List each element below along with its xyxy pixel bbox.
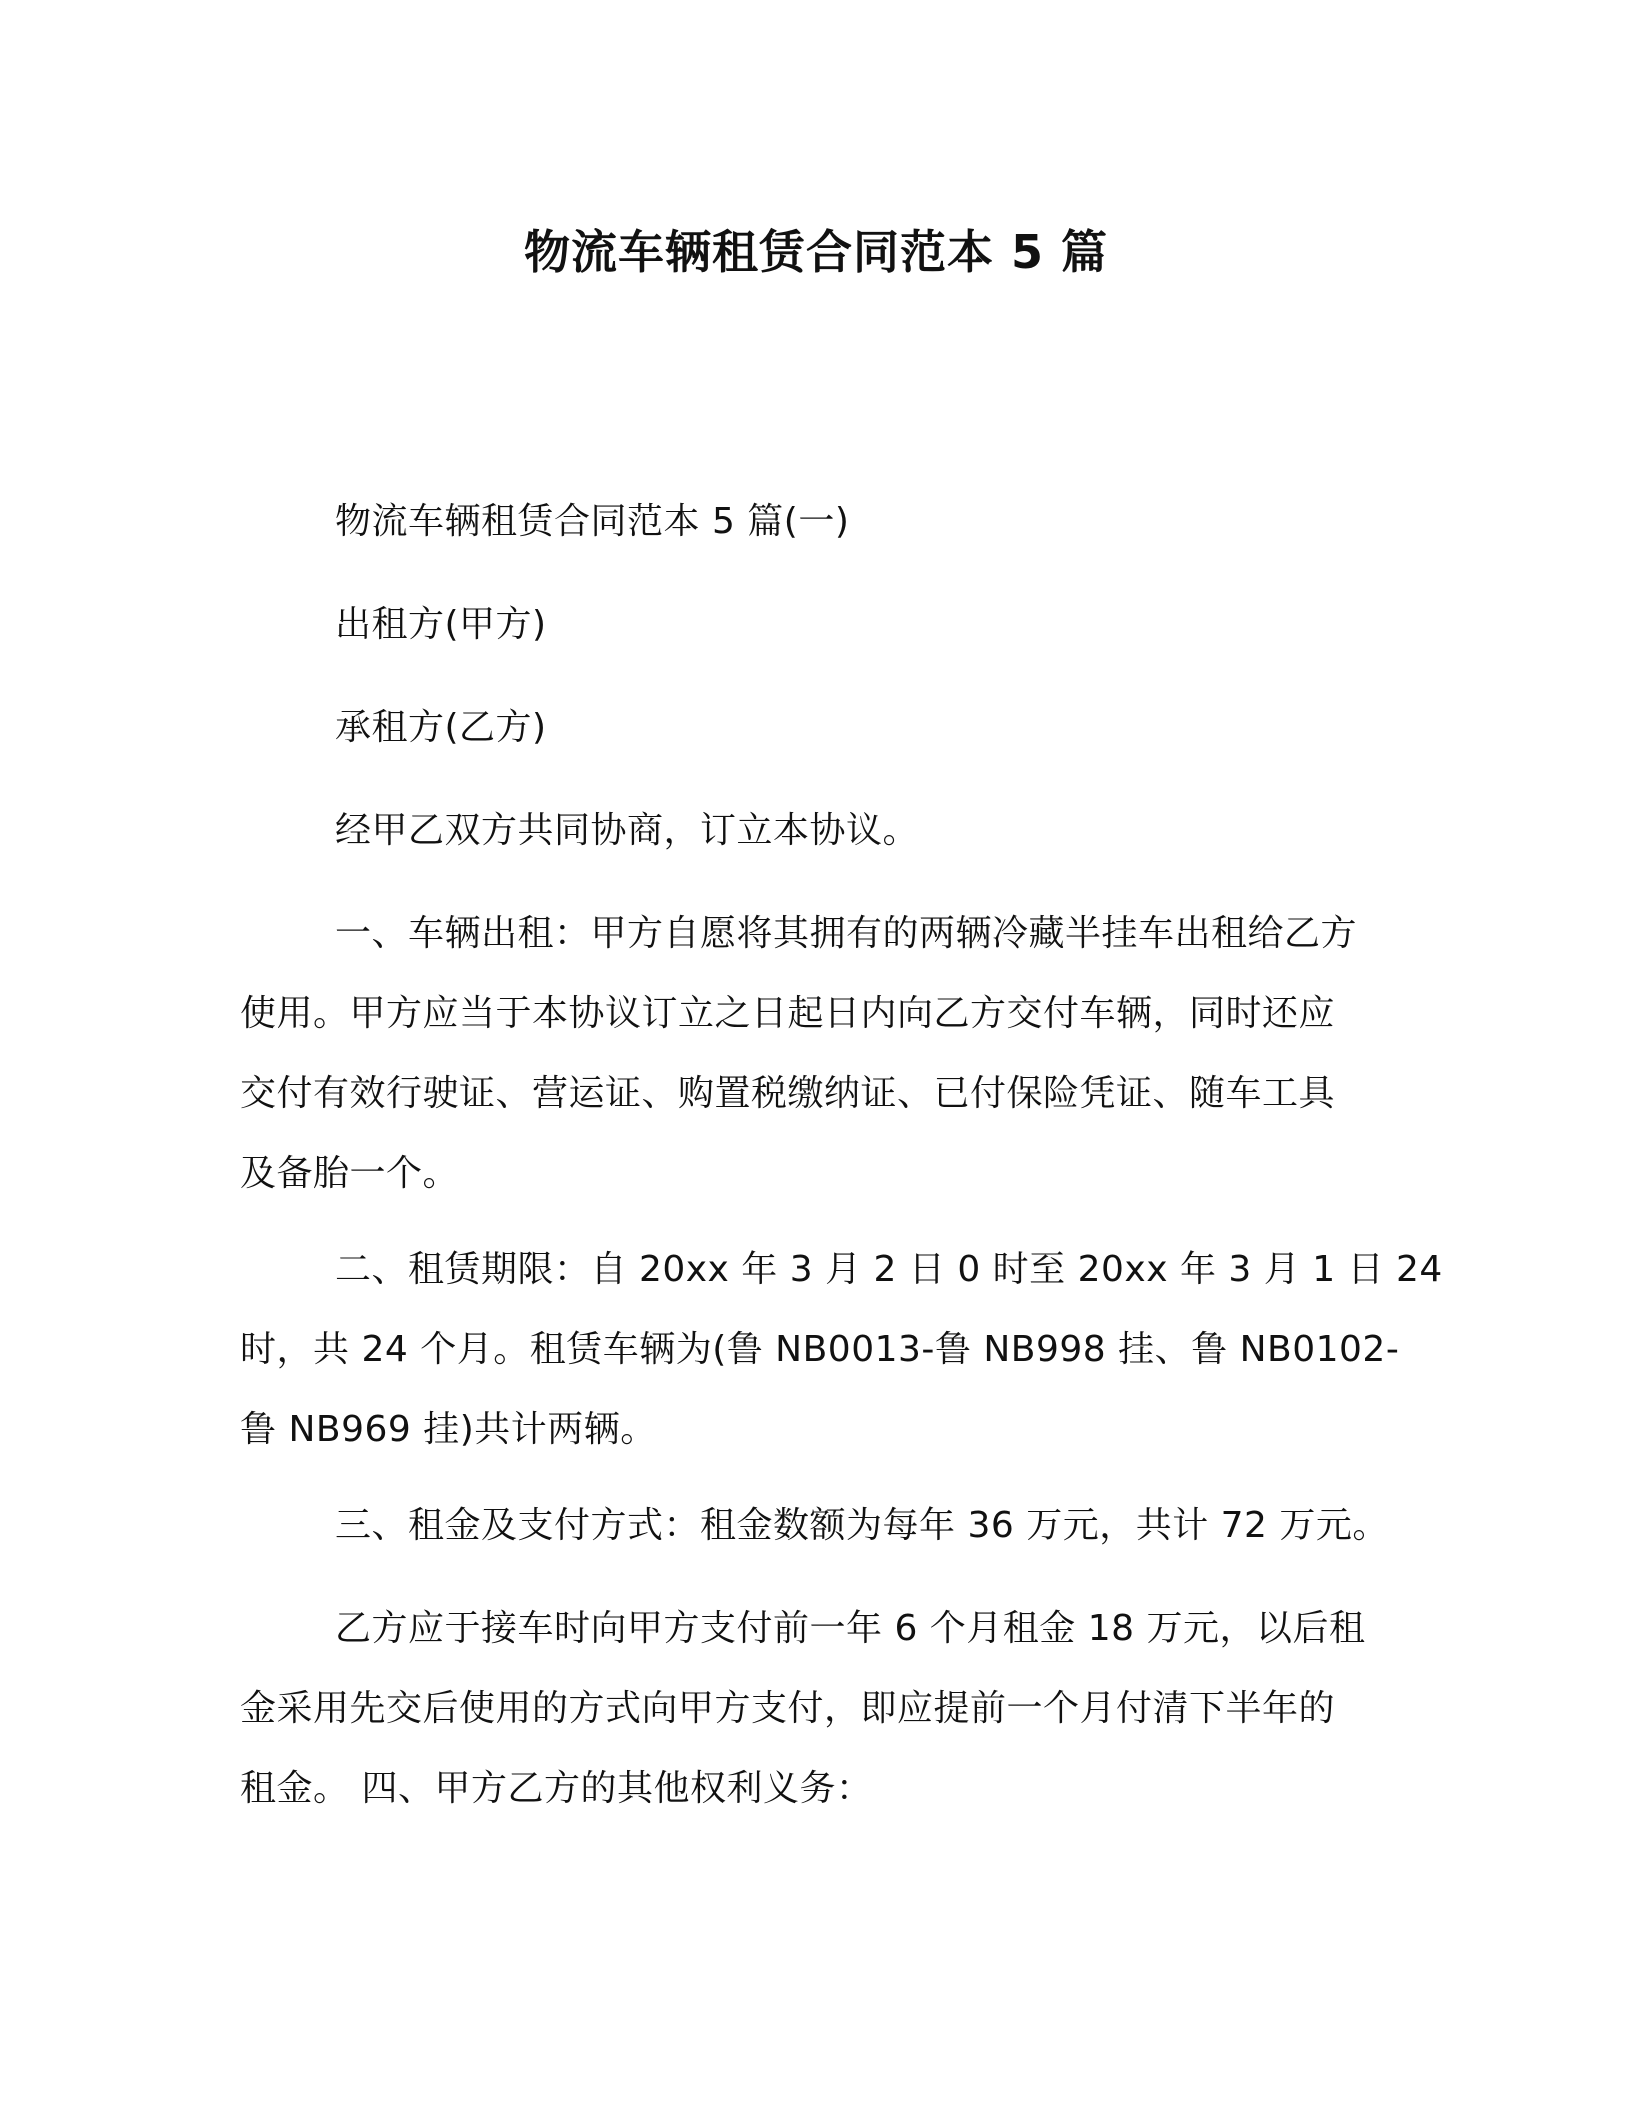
- paragraph-line: 二、租赁期限：自 20xx 年 3 月 2 日 0 时至 20xx 年 3 月 1 日 24: [335, 1249, 1443, 1290]
- clause-1-vehicle-rental: [240, 894, 1400, 1214]
- lessee-label: 承租方(乙方): [335, 707, 547, 748]
- paragraph-line: 使用。甲方应当于本协议订立之日起日内向乙方交付车辆，同时还应: [240, 993, 1336, 1034]
- paragraph-line: 交付有效行驶证、营运证、购置税缴纳证、已付保险凭证、随车工具: [240, 1073, 1336, 1114]
- paragraph-line: 乙方应于接车时向甲方支付前一年 6 个月租金 18 万元，以后租: [335, 1608, 1366, 1649]
- lessor-label: 出租方(甲方): [335, 604, 547, 645]
- paragraph-line: 及备胎一个。: [240, 1153, 460, 1194]
- paragraph-line: 金采用先交后使用的方式向甲方支付，即应提前一个月付清下半年的: [240, 1688, 1336, 1729]
- clause-3-rent-payment: 三、租金及支付方式：租金数额为每年 36 万元，共计 72 万元。: [335, 1505, 1389, 1546]
- clause-2-lease-term: [240, 1230, 1443, 1470]
- document-subtitle: 物流车辆租赁合同范本 5 篇(一): [335, 501, 850, 542]
- intro-paragraph: 经甲乙双方共同协商，订立本协议。: [335, 810, 920, 851]
- paragraph-line: 时，共 24 个月。租赁车辆为(鲁 NB0013-鲁 NB998 挂、鲁 NB0102-: [240, 1329, 1400, 1370]
- paragraph-line: 租金。 四、甲方乙方的其他权利义务：: [240, 1768, 873, 1809]
- payment-paragraph: [240, 1589, 1400, 1829]
- document-title: 物流车辆租赁合同范本 5 篇: [523, 225, 1109, 279]
- paragraph-line: 鲁 NB969 挂)共计两辆。: [240, 1409, 657, 1450]
- paragraph-line: 一、车辆出租：甲方自愿将其拥有的两辆冷藏半挂车出租给乙方: [335, 913, 1358, 954]
